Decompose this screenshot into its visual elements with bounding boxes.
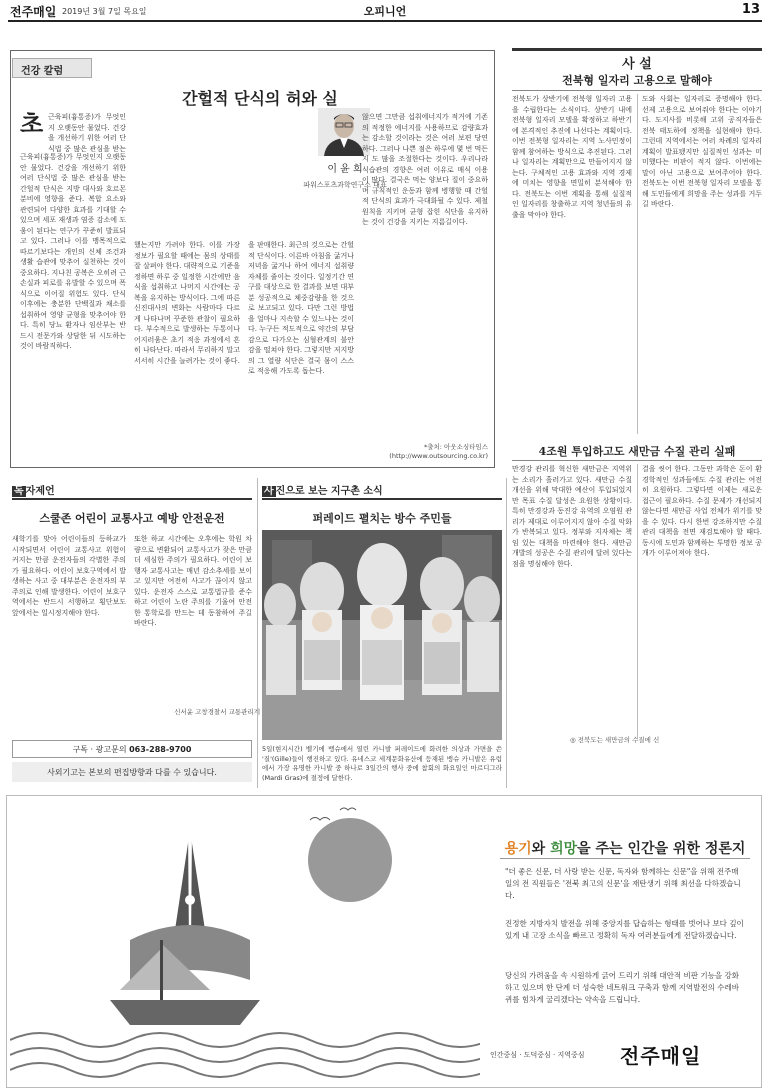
editorial-rule-2 xyxy=(512,460,762,461)
editorial-1-col2: 도와 사회는 일자리로 증명해야 한다. 선제 고용으로 보여줘야 한다는 이야기다. 도지사를 비롯해 고위 공직자들은 전북 태도하에 정책을 실현해야 한다. 그런데 지역에서는 여러 차례의 일자리 계획이 발표됐지만 실질적인 성과는 미미했다는 비판이 적지 않다. 이번에는 말이 아닌 고용으로 보여주어야 한다. 전북도는 이번 전북형 일자리 모델을 통해 도민들에게 희망을 주는 성과를 거두길 바란다. xyxy=(642,95,762,208)
author-title: 파워스포츠과학연구소 대표 xyxy=(303,181,387,189)
author-name: 이 윤 희 xyxy=(327,164,363,175)
ad-block-1: "더 좋은 신문, 더 사랑 받는 신문, 독자와 함께하는 신문"을 위해 전주매일의 전 직원들은 '전북 최고의 신문'을 재탄생기 위해 최선을 다하겠습니다. xyxy=(505,867,741,900)
photo-news-tag-rest: 진으로 보는 지구촌 소식 xyxy=(275,486,383,497)
photo-news-title: 퍼레이드 펼치는 방수 주민들 xyxy=(312,512,452,525)
editorial-2-col2: 결을 씻어 한다. 그동안 과학은 돈이 환경학적인 성과들에도 수질 관리는 여전히 요원하다. 그렇다면 이제는 새로운 접근이 필요하다. 수질 문제가 개선되지 않는다면 새만금 사업 전체가 위기를 맞을 수 있다. 다시 한번 강조하지만 수질 관리 대책을 전면 재검토해야 할 때다. 동시에 도민과 함께하는 투명한 정보 공개가 이루어져야 한다. xyxy=(642,465,762,557)
editorial-title-2: 4조원 투입하고도 새만금 수질 관리 실패 xyxy=(538,445,736,458)
ad-headline-courage: 용기 xyxy=(504,841,532,857)
health-body-col4: 않으면 그만큼 섭취에너지가 적거에 기존의 적정한 에너지를 사용하므로 감량효과는 감소할 것이라는 것은 여러 보편 당연하다. 그러나 나쁜 점은 하루에 몇 번 먹든지 도 많을 조절한다는 것이다. 우리나라 식습관의 경향은 여러 이유로 매식 이용이 많다. 결국은 먹는 양보다 질이 중요하며 규칙적인 운동과 함께 병행할 때 간헐적 단식의 효과가 극대화될 수 있다. 제철 원칙을 지키며 균형 잡힌 식단을 유지하는 것이 건강을 지키는 지름길이다. xyxy=(362,113,488,226)
newspaper-logo: 전주매일 xyxy=(10,5,57,19)
child-safety-title: 스쿨존 어린이 교통사고 예방 안전운전 xyxy=(39,512,225,525)
photo-news-tag xyxy=(262,482,502,500)
photo-news-tag-main: 사 xyxy=(264,486,274,497)
column-divider xyxy=(637,94,638,434)
ad-slogan: 인간중심 · 도덕중심 · 지역중심 xyxy=(490,1051,585,1059)
ad-headline xyxy=(500,838,750,858)
ad-block-2: 진정한 지방자치 발전을 위해 중앙지를 답습하는 형태를 벗어나 보다 깊이 있게 내 고장 소식을 빠르고 정확히 독자 여러분들에게 전달하겠습니다. xyxy=(505,919,744,940)
editorial-2-col1: 만경강 관리를 혁신한 새만금은 지역위는 소리가 흘러가고 있다. 새만금 수질 개선을 위해 막대한 예산이 투입되었지만 목표 수질 달성은 요원한 상황이다. 특히 만경강과 동진강 유역의 오염원 관리가 제대로 이루어지지 않아 수질 악화가 반복되고 있다. 정부와 지자체는 책임 있는 대책을 마련해야 한다. 새만금 개발의 성공은 수질 관리에 달려 있다는 점을 명심해야 한다. xyxy=(512,465,632,568)
ad-headline-hope: 희망 xyxy=(550,841,578,857)
subscription-contact xyxy=(12,740,252,758)
editorial-1-col1: 전북도가 상반기에 전북형 일자리 고용을 수립한다는 소식이다. 상반기 내에 전북형 일자리 모델을 확정하고 하반기에 본격적인 추진에 나선다는 계획이다. 이번 전북형 일자리는 지역 노사민정이 함께 참여하는 방식으로 추진된다. 그러나 일자리는 계획만으로 만들어지지 않는다. 구체적인 고용 효과와 지역 경제에 미치는 영향을 면밀히 분석해야 한다. 전북도는 이번 계획을 통해 실질적인 일자리를 창출하고 지역 청년들의 유출을 막아야 한다. xyxy=(512,95,632,219)
contact-phone: 063-288-9700 xyxy=(129,745,192,754)
health-body-col2: 했는지만 가려야 한다. 이를 가장 정보가 필요할 때에는 몸의 상태를 잘 살펴야 한다. 대략적으로 기준을 정하면 하루 중 일정한 시간에만 음식을 섭취하고 나머지 시간에는 공복을 유지하는 방식이다. 그에 따른 신진대사의 변화는 사람마다 다르게 나타나며 꾸준한 관찰이 필요하다. 부수적으로 발생하는 두통이나 어지러움은 초기 적응 과정에서 흔히 나타난다. 따라서 무리하지 말고 서서히 시간을 늘려가는 것이 좋다. xyxy=(134,241,240,365)
contribution-notice: 사외기고는 본보의 편집방향과 다를 수 있습니다. xyxy=(12,762,252,782)
column-divider xyxy=(506,478,507,788)
editorial-rule-1 xyxy=(512,90,762,91)
child-safety-col2: 또한 하교 시간에는 오후에는 학원 차량으로 변환되어 교통사고가 잦은 만큼 더 세심한 주의가 필요하다. 어린이 보행자 교통사고는 매년 감소추세를 보이고 있지만 여전히 사고가 끊이지 않고 있다. 운전자 스스로 교통법규를 준수하고 어린이 노란 주의를 기울여 안전한 통학로를 만드는 데 동참하여 주길 바란다. xyxy=(134,535,252,627)
dropcap: 초 xyxy=(20,109,44,138)
child-safety-author: 신서윤 고창경찰서 교통관리계 xyxy=(174,708,260,716)
health-source: *출처: 아웃소싱타임스 (http://www.outsourcing.co.kr) xyxy=(389,443,488,460)
ad-block-3: 당신의 가려움을 속 시원하게 긁어 드리기 위해 대안적 비판 기능을 강화하고 있으며 한 단계 더 성숙한 네트워크 구축과 함께 지역발전의 수레바퀴를 힘차게 굴리겠다는 약속을 드립니다. xyxy=(505,971,739,1004)
health-body-col3: 을 판매한다. 최근의 것으로는 간헐적 단식이다. 이른바 아침을 굶거나 저녁을 굶거나 하여 에너지 섭취량 자체를 줄이는 것이다. 일정기간 연구를 대상으로 한 결과를 보면 대부분 성공적으로 체중감량을 한 것으로 보고되고 있다. 다만 그런 방법을 얼마나 지속할 수 있느냐는 것이다. 누구든 적도적으로 약간의 부담감으로 다가오는 심혈관계의 불안감을 떨쳐야 한다. 그렇지만 저지방의 그 열량 식단은 결국 몸이 스스로 적응해 가도록 돕는다. xyxy=(248,241,354,375)
editorial-closing: ◎ 전북도는 새만금의 수질에 신 xyxy=(570,736,660,744)
health-column-tag: 건강 칼럼 xyxy=(12,58,92,78)
reader-opinion-tag xyxy=(12,482,252,500)
ad-logo: 전주매일 xyxy=(620,1044,702,1068)
reader-opinion-tag-main: 독 xyxy=(14,486,24,497)
health-column-title: 간헐적 단식의 허와 실 xyxy=(182,89,338,108)
editorial-title-1: 전북형 일자리 고용으로 말해야 xyxy=(562,74,712,87)
parade-photo xyxy=(262,530,502,740)
health-body-intro: 근육피(흉통증)가 무엇인지 오랫동안 물었다. 건강을 개선하기 위한 여러 단식법 중 많은 관심을 받는 xyxy=(48,113,126,152)
ad-headline-rest: 을 주는 인간을 위한 정론지 xyxy=(577,841,746,857)
contact-label: 구독 · 광고문의 xyxy=(72,745,127,754)
photo-news-caption: 5일(현지시간) 벨기에 뱅슈에서 열린 카니발 퍼레이드에 화려한 의상과 가면을 쓴 '질'(Gille)들이 행진하고 있다. 유네스코 세계문화유산에 등재된 뱅슈 카니발은 유럽에서 가장 유명한 카니발 중 하나로 3일간의 행사 중에 참회의 화요일인 마르디그라(Mardi Gras)에 절정에 달한다. xyxy=(262,745,502,782)
section-title: 오피니언 xyxy=(363,5,407,18)
issue-date: 2019년 3월 7일 목요일 xyxy=(62,7,147,16)
column-divider xyxy=(637,464,638,739)
reader-opinion-tag-rest: 자제언 xyxy=(25,486,55,497)
page-number: 13 xyxy=(741,2,760,17)
ad-rule xyxy=(500,858,750,859)
health-body-col1: 근육피(흉통증)가 무엇인지 오랫동안 물었다. 건강을 개선하기 위한 여러 단식법 중 많은 관심을 받는 간헐적 단식은 지방 대사와 호르몬 분비에 영향을 준다. 복합 요소와 관련되어 다양한 효과를 기대할 수 있으며 세포 재생과 염증 감소에 도움이 된다는 연구가 꾸준히 발표되고 있다. 그러나 이를 맹목적으로 따르기보다는 개인의 신체 조건과 생활 습관에 맞추어 실천하는 것이 중요하다. 지나친 공복은 오히려 근손실과 피로를 유발할 수 있으며 폭식으로 이어질 위험도 있다. 단식 이후에는 충분한 단백질과 채소를 섭취하여 영양 균형을 맞추어야 한다. 특히 당뇨 환자나 임산부는 반드시 전문가와 상담한 뒤 시도하는 것이 바람직하다. xyxy=(20,153,126,350)
editorial-label: 사 설 xyxy=(512,48,762,72)
ad-illustration xyxy=(10,800,480,1085)
ad-headline-and: 와 xyxy=(531,841,551,857)
header-rule xyxy=(8,20,762,22)
child-safety-col1: 새학기를 맞아 어린이들의 등하교가 시작되면서 어린이 교통사고 위험이 커지는 만큼 운전자들의 각별한 주의가 필요하다. 어린이 보호구역에서 발생하는 사고 중 대부분은 운전자의 부주의로 인해 발생한다. 어린이 보호구역에서는 반드시 서행하고 횡단보도 앞에서는 일시정지해야 한다. xyxy=(12,535,126,617)
column-divider xyxy=(257,478,258,788)
